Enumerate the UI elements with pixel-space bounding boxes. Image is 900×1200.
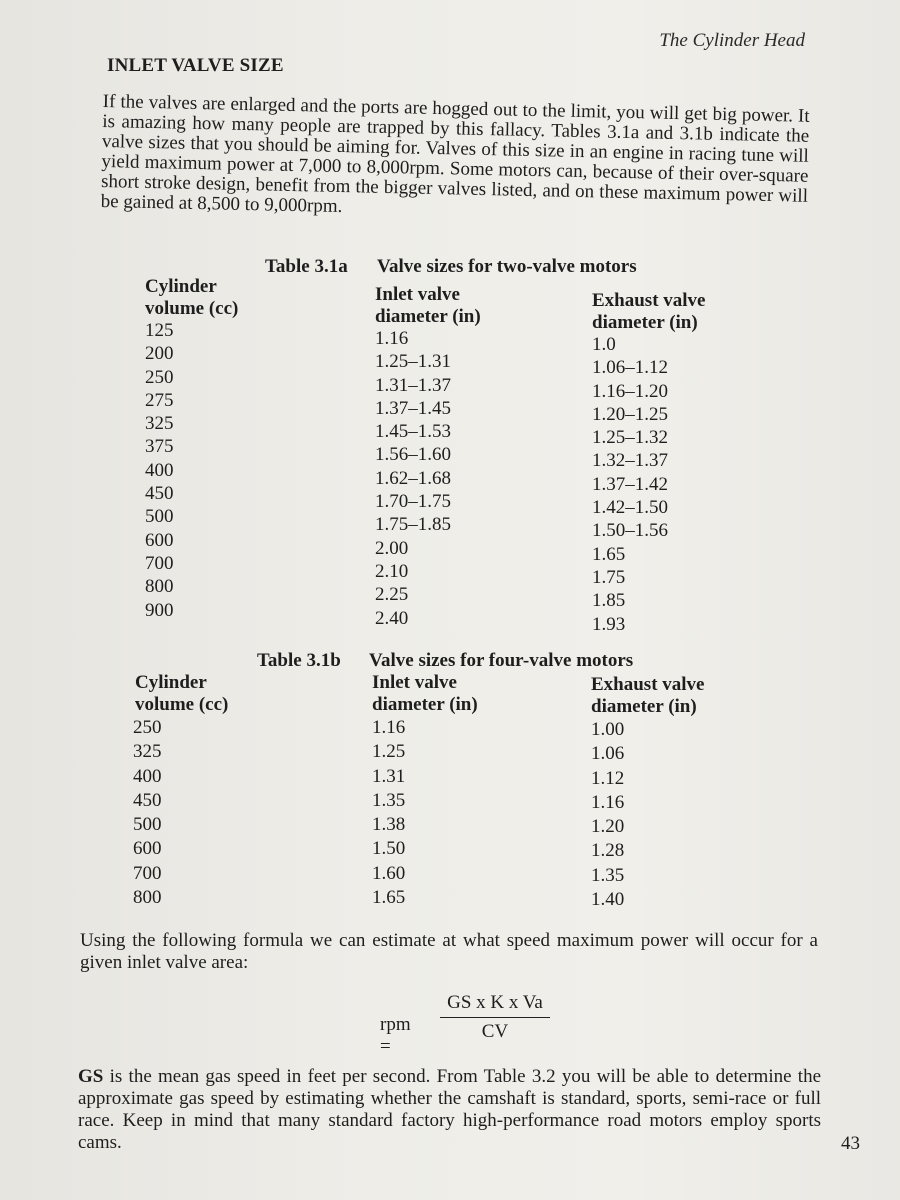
table-a-volume-header-line1: Cylinder	[145, 276, 217, 297]
table-b-volume-cell: 600	[133, 838, 162, 860]
section-title: INLET VALVE SIZE	[107, 55, 284, 76]
table-a-exhaust-cell: 1.75	[592, 566, 626, 588]
formula-intro-paragraph: Using the following formula we can estimate at what speed maximum power will occur for a given inlet valve area:	[80, 930, 818, 973]
table-a-inlet-cell: 2.25	[375, 584, 409, 606]
table-b-exhaust-header-line1: Exhaust valve	[591, 674, 705, 695]
table-a-exhaust-cell: 1.16–1.20	[592, 380, 668, 402]
table-a-exhaust-cell: 1.85	[592, 590, 626, 612]
table-a-exhaust-header-line2: diameter (in)	[592, 312, 698, 333]
table-a-volume-cell: 375	[145, 436, 174, 458]
table-a-exhaust-cell: 1.65	[592, 543, 626, 565]
table-a-inlet-cell: 1.70–1.75	[375, 491, 451, 513]
table-b-inlet-cell: 1.16	[372, 717, 406, 738]
table-b-inlet-cell: 1.50	[372, 838, 406, 860]
table-a-exhaust-column	[592, 333, 668, 636]
table-b-inlet-column	[372, 716, 405, 910]
table-b-inlet-cell: 1.60	[372, 862, 406, 884]
table-b-exhaust-header	[591, 674, 705, 718]
table-b-volume-cell: 250	[133, 717, 162, 738]
table-b-exhaust-column	[591, 718, 624, 912]
gs-text: is the mean gas speed in feet per second. From Table 3.2 you will be able to determine the approximate gas speed by estimating whether the camshaft is standard, sports, semi-race or full race. Keep in mind that many standard factory high-performance road motors employ sports cams.	[78, 1066, 821, 1153]
table-b-inlet-cell: 1.25	[372, 741, 406, 763]
table-a-volume-cell: 325	[145, 413, 174, 435]
table-a-exhaust-header-line1: Exhaust valve	[592, 290, 706, 311]
table-b-exhaust-header-line2: diameter (in)	[591, 696, 697, 717]
table-a-exhaust-cell: 1.93	[592, 613, 626, 635]
table-a-volume-column	[145, 319, 174, 622]
table-a-inlet-cell: 2.00	[375, 537, 409, 559]
table-b-inlet-cell: 1.31	[372, 765, 406, 787]
table-a-inlet-cell: 1.31–1.37	[375, 374, 451, 396]
gs-term: GS	[78, 1066, 104, 1087]
table-b-inlet-cell: 1.35	[372, 789, 406, 811]
table-b-inlet-header	[372, 672, 478, 716]
formula-lhs: rpm =	[380, 1014, 411, 1057]
table-a-inlet-cell: 2.10	[375, 560, 409, 582]
table-b-exhaust-cell: 1.06	[591, 743, 625, 765]
formula-fraction	[440, 992, 550, 1043]
table-a-volume-cell: 800	[145, 576, 174, 598]
table-a-inlet-header-line2: diameter (in)	[375, 306, 481, 327]
table-a-volume-cell: 900	[145, 599, 174, 621]
table-b-volume-column	[133, 716, 162, 910]
table-b-exhaust-cell: 1.16	[591, 791, 625, 813]
table-b-volume-header-line1: Cylinder	[135, 672, 207, 693]
table-a-inlet-cell: 1.16	[375, 328, 409, 349]
table-a-volume-cell: 500	[145, 506, 174, 528]
table-a-inlet-cell: 1.45–1.53	[375, 421, 451, 443]
table-a-exhaust-cell: 1.50–1.56	[592, 520, 668, 542]
page-number: 43	[841, 1133, 860, 1154]
gs-paragraph	[78, 1066, 821, 1154]
table-b-volume-cell: 800	[133, 887, 162, 909]
table-a-exhaust-cell: 1.42–1.50	[592, 497, 668, 519]
table-a-exhaust-cell: 1.37–1.42	[592, 473, 668, 495]
table-a-volume-cell: 700	[145, 552, 174, 574]
formula-denominator: CV	[481, 1021, 509, 1042]
table-b-volume-cell: 500	[133, 814, 162, 836]
table-a-volume-cell: 600	[145, 529, 174, 551]
table-a-exhaust-cell: 1.0	[592, 334, 616, 355]
table-a-volume-cell: 275	[145, 389, 174, 411]
table-b-volume-cell: 450	[133, 789, 162, 811]
table-a-inlet-cell: 1.56–1.60	[375, 444, 451, 466]
table-b-label: Table 3.1b	[257, 650, 341, 671]
table-b-volume-header	[135, 672, 228, 716]
table-b-exhaust-cell: 1.12	[591, 767, 625, 789]
table-b-title: Valve sizes for four-valve motors	[369, 650, 634, 671]
table-b-inlet-cell: 1.65	[372, 887, 406, 909]
table-a-exhaust-cell: 1.20–1.25	[592, 403, 668, 425]
table-a-inlet-cell: 1.62–1.68	[375, 467, 451, 489]
table-a-inlet-cell: 1.37–1.45	[375, 397, 451, 419]
table-a-volume-header-line2: volume (cc)	[145, 298, 239, 319]
table-a-volume-cell: 125	[145, 320, 174, 341]
table-a-exhaust-header	[592, 290, 706, 334]
formula-numerator: GS x K x Va	[440, 992, 550, 1018]
table-b-inlet-cell: 1.38	[372, 814, 406, 836]
table-b-exhaust-cell: 1.00	[591, 719, 625, 740]
table-a-volume-cell: 250	[145, 366, 174, 388]
intro-paragraph: If the valves are enlarged and the ports are hogged out to the limit, you will get big power. It is amazing how many people are trapped by this fallacy. Tables 3.1a and 3.1b indicate the valve sizes that you should be aiming for. Valves of this size in an engine in racing tune will yield maximum power at 7,000 to 8,000rpm. Some motors can, because of their over-square short stroke design, benefit from the bigger valves listed, and on these maximum power will be gained at 8,500 to 9,000rpm.	[100, 91, 810, 218]
table-a-inlet-column	[375, 327, 451, 630]
table-b-volume-cell: 700	[133, 862, 162, 884]
table-a-title: Valve sizes for two-valve motors	[377, 256, 637, 277]
table-a-volume-header	[145, 276, 238, 320]
table-a-exhaust-cell: 1.06–1.12	[592, 357, 668, 379]
table-a-inlet-cell: 1.75–1.85	[375, 514, 451, 536]
table-b-inlet-header-line2: diameter (in)	[372, 694, 478, 715]
table-b-volume-cell: 325	[133, 741, 162, 763]
table-a-inlet-cell: 1.25–1.31	[375, 351, 451, 373]
table-b-exhaust-cell: 1.35	[591, 864, 625, 886]
table-b-volume-cell: 400	[133, 765, 162, 787]
table-b-inlet-header-line1: Inlet valve	[372, 672, 457, 693]
table-b-exhaust-cell: 1.40	[591, 889, 625, 911]
table-a-volume-cell: 450	[145, 483, 174, 505]
table-b-exhaust-cell: 1.28	[591, 840, 625, 862]
table-a-volume-cell: 200	[145, 343, 174, 365]
table-b-exhaust-cell: 1.20	[591, 816, 625, 838]
table-a-inlet-header-line1: Inlet valve	[375, 284, 460, 305]
table-b-volume-header-line2: volume (cc)	[135, 694, 229, 715]
table-a-exhaust-cell: 1.32–1.37	[592, 450, 668, 472]
table-a-exhaust-cell: 1.25–1.32	[592, 427, 668, 449]
table-a-inlet-cell: 2.40	[375, 607, 409, 629]
table-a-volume-cell: 400	[145, 459, 174, 481]
running-head: The Cylinder Head	[659, 30, 805, 51]
table-a-caption	[265, 256, 637, 278]
table-a-label: Table 3.1a	[265, 256, 348, 277]
table-a-inlet-header	[375, 284, 481, 328]
table-b-caption	[257, 650, 633, 672]
